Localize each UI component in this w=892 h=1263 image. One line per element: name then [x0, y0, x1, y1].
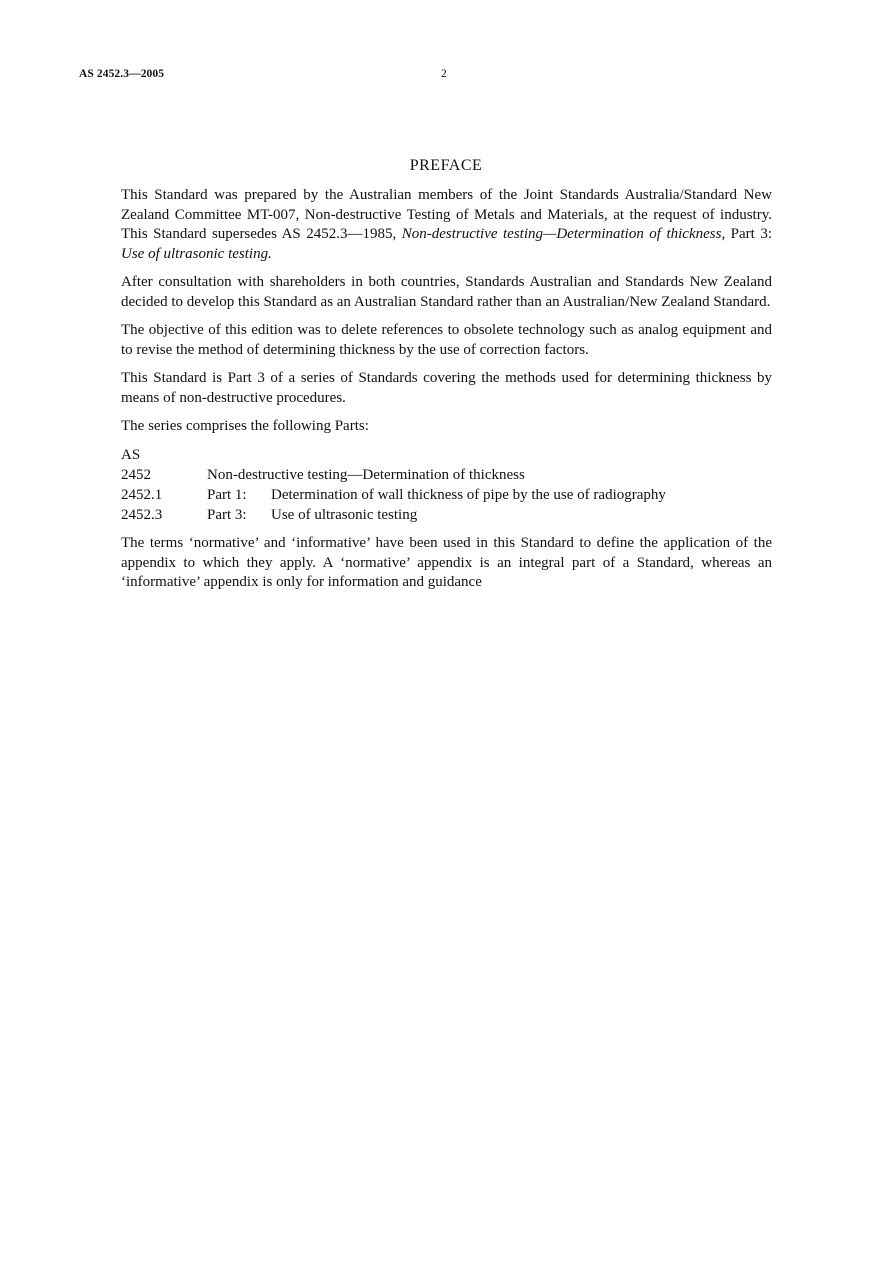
part-label: Part 1: — [207, 487, 247, 503]
paragraph-series: This Standard is Part 3 of a series of Standards covering the methods used for determining thickness by means of non-destructive procedures. — [121, 370, 772, 406]
preface-body — [121, 186, 772, 602]
part-label: Part 3: — [207, 507, 247, 523]
paragraph-text: This Standard was prepared by the Australian members of the Joint Standards Australia/Standard New Zealand Committee MT-007, Non-destructive Testing of Metals and Materials, at the request of industry. This Standard supersedes AS 2452.3—1985, — [121, 187, 772, 242]
parts-list-heading: AS — [121, 446, 141, 463]
parts-list-row — [121, 505, 772, 525]
parts-list-row — [121, 465, 772, 485]
paragraph-parts-intro: The series comprises the following Parts: — [121, 418, 369, 434]
part-number: 2452 — [121, 467, 151, 483]
part-number: 2452.1 — [121, 487, 163, 503]
document-id: AS 2452.3—2005 — [79, 68, 165, 80]
parts-list-row — [121, 485, 772, 505]
parts-list — [121, 446, 772, 526]
part-title: Use of ultrasonic testing — [271, 507, 418, 523]
paragraph-objective: The objective of this edition was to delete references to obsolete technology such as analog equipment and to revise the method of determining thickness by the use of correction factors. — [121, 322, 772, 358]
paragraph-normative-informative: The terms ‘normative’ and ‘informative’ have been used in this Standard to define the application of the appendix to which they apply. A ‘normative’ appendix is an integral part of a Standard, whereas an ‘informative’ appendix is only for information and guidance — [121, 535, 772, 590]
superseded-part-title: Use of ultrasonic testing. — [121, 245, 272, 262]
section-title: PREFACE — [409, 157, 483, 174]
paragraph-text: Part 3: — [725, 226, 772, 242]
paragraph-consultation: After consultation with shareholders in both countries, Standards Australian and Standards New Zealand decided to develop this Standard as an Australian Standard rather than an Australian/New Zealand Standard. — [121, 274, 772, 310]
part-number: 2452.3 — [121, 507, 163, 523]
page-number: 2 — [441, 68, 447, 80]
paragraph-prepared-by — [121, 186, 772, 264]
part-title: Non-destructive testing—Determination of thickness — [207, 467, 525, 483]
part-title: Determination of wall thickness of pipe by the use of radiography — [271, 487, 666, 503]
superseded-standard-title: Non-destructive testing—Determination of thickness, — [401, 226, 726, 242]
